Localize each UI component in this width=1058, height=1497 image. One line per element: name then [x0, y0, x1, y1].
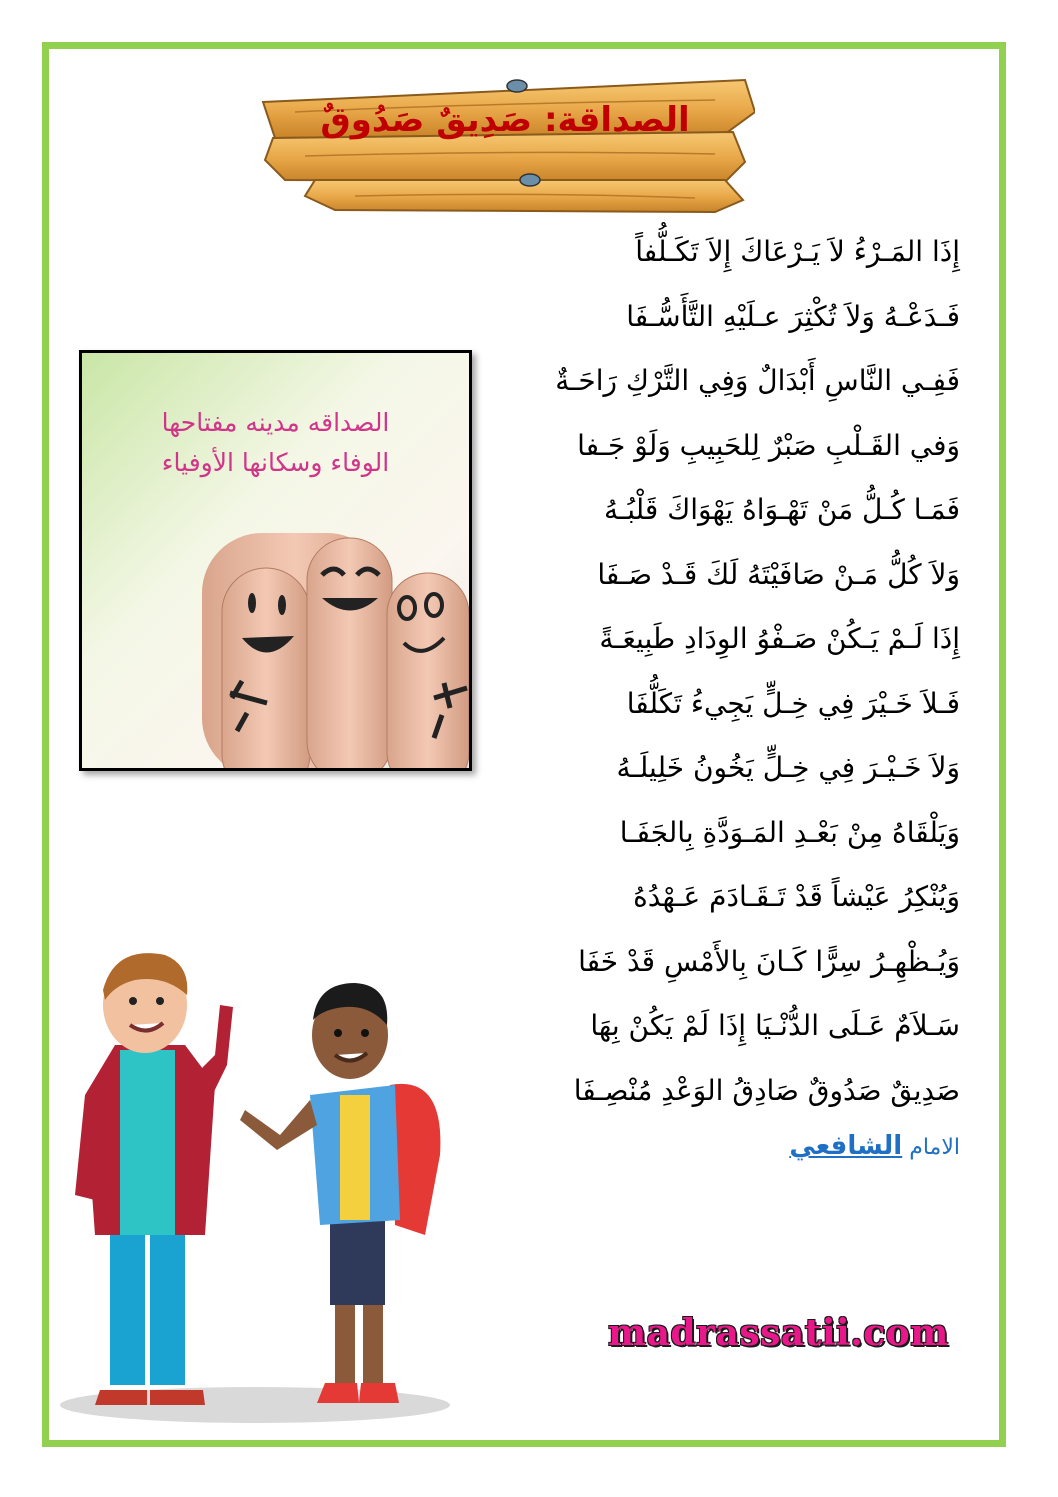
quote-line: الوفاء وسكانها الأوفياء [161, 448, 390, 477]
page-title: الصداقة: صَدِيقٌ صَدُوقٌ [320, 100, 690, 140]
author-prefix: الامام [909, 1135, 960, 1160]
two-boys-icon [55, 935, 475, 1425]
poem [520, 220, 960, 1161]
poem-verse: فَـدَعْـهُ وَلاَ تُكْثِرَ عـلَيْهِ التَّأَسُّـفَا [626, 299, 960, 333]
poem-verse: وَيُنْكِرُ عَيْشاً قَدْ تَـقَـادَمَ عَـهْدُهُ [633, 880, 960, 913]
quote-line: الصداقه مدينه مفتاحها [161, 408, 390, 437]
poem-verse: إِذَا المَـرْءُ لاَ يَـرْعَاكَ إِلاَ تَكَـلُّفاً [635, 235, 960, 268]
friendship-quote [82, 403, 469, 483]
poem-verse: فَـلاَ خَـيْرَ فِي خِـلٍّ يَجِيءُ تَكَلُّفَا [626, 686, 960, 720]
poem-verse: وَفي القَـلْبِ صَبْرٌ لِلحَبِيبِ وَلَوْ جَـفا [577, 428, 960, 462]
title-board [255, 72, 755, 217]
poem-verse: وَلاَ كُلُّ مَـنْ صَافَيْتَهُ لَكَ قَـدْ صَـفَا [597, 557, 960, 591]
poem-author [520, 1131, 960, 1161]
friendship-picture [79, 350, 472, 771]
poem-verse: فَفِـي النَّاسِ أَبْدَالٌ وَفِي التَّرْكِ رَاحَـةٌ [555, 364, 960, 397]
poem-verse: فَمَـا كُـلُّ مَنْ تَهْـوَاهُ يَهْوَاكَ قَلْبُـهُ [603, 493, 960, 526]
poem-verse: إِذَا لَـمْ يَـكُنْ صَـفْوُ الوِدَادِ طَبِيعَـةً [599, 622, 960, 655]
site-logo[interactable]: madrassatii.com [608, 1312, 949, 1354]
poem-verse: وَيُـظْهِـرُ سِرًّا كَـانَ بِالأَمْسِ قَدْ خَفَا [578, 944, 960, 978]
author-link[interactable]: الشافعي [789, 1131, 903, 1161]
poem-verse: وَيَلْقَاهُ مِنْ بَعْـدِ المَـوَدَّةِ بِالجَفَـا [619, 815, 960, 849]
poem-verse: وَلاَ خَـيْـرَ فِي خِـلٍّ يَخُونُ خَلِيلَـهُ [616, 751, 960, 784]
poem-verse: سَـلاَمٌ عَـلَى الدُّنْـيَا إِذَا لَمْ يَكُنْ بِهَا [590, 1009, 960, 1042]
poem-verse: صَدِيقٌ صَدُوقٌ صَادِقُ الوَعْدِ مُنْصِـفَا [573, 1073, 960, 1107]
wood-planks-icon [255, 72, 755, 217]
boys-illustration [55, 935, 475, 1425]
